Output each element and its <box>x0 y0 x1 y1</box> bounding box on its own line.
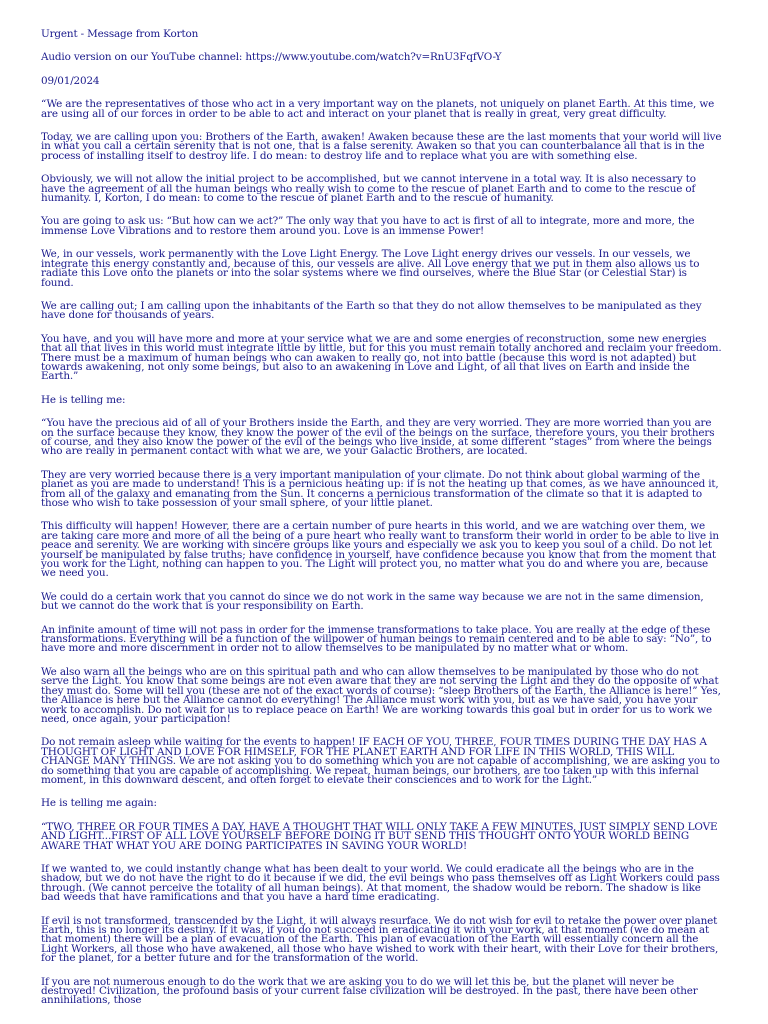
paragraph: Today, we are calling upon you: Brothers of the Earth, awaken! Awaken because these are the last moments that your world will live in what you call a certain serenity that is not one, that is a false serenity. Awaken so that you can counterbalance all that is in the process of installing itself to destroy life. I do mean: to destroy life and to replace what you are with something else. <box>41 131 722 162</box>
paragraph: We are calling out; I am calling upon the inhabitants of the Earth so that they do not allow themselves to be manipulated as they have done for thousands of years. <box>41 299 702 322</box>
paragraph: Obviously, we will not allow the initial project to be accomplished, but we cannot intervene in a total way. It is also necessary to have the agreement of all the human beings who really wish to come to the rescue of planet Earth and to come to the rescue of humanity. I, Korton, I do mean: to come to the rescue of planet Earth and to the rescue of humanity. <box>41 173 696 205</box>
paragraph: If you are not numerous enough to do the work that we are asking you to do we will let this be, but the planet will never be destroyed! Civilization, the profound basis of your current false civilization will be destroyed. In the past, there have been other annihilations, those <box>41 975 698 1007</box>
paragraph: “TWO, THREE OR FOUR TIMES A DAY, HAVE A THOUGHT THAT WILL ONLY TAKE A FEW MINUTES, JUST SIMPLY SEND LOVE AND LIGHT...FIRST OF ALL LOVE YOURSELF BEFORE DOING IT BUT SEND THIS THOUGHT ONTO YOUR WORLD BEING AWARE THAT WHAT YOU ARE DOING PARTICIPATES IN SAVING YOUR WORLD! <box>41 820 718 852</box>
paragraph: They are very worried because there is a very important manipulation of your climate. Do not think about global warming of the planet as you are made to understand! This is a pernicious heating up: if is not the heating up that comes, as we have announced it, from all of the galaxy and emanating from the Sun. It concerns a pernicious transformation of the climate so that it is adapted to those who wish to take possession of your small sphere, of your little planet. <box>41 468 719 509</box>
document-date: 09/01/2024 <box>41 74 100 87</box>
paragraph: An infinite amount of time will not pass in order for the immense transformations to take place. You are really at the edge of these transformations. Everything will be a function of the willpower of human beings to remain centered and to be able to say: “No”, to have more and more discernment in order not to allow themselves to be manipulated by no matter what or whom. <box>41 623 712 655</box>
document-title: Urgent - Message from Korton <box>41 28 199 40</box>
paragraph: We could do a certain work that you cannot do since we do not work in the same way because we are not in the same dimension, but we cannot do the work that is your responsibility on Earth. <box>41 590 704 613</box>
paragraph: You are going to ask us: “But how can we act?” The only way that you have to act is first of all to integrate, more and more, the immense Love Vibrations and to restore them around you. Love is an immense Power! <box>41 215 695 237</box>
paragraph: We also warn all the beings who are on this spiritual path and who can allow themselves to be manipulated by those who do not serve the Light. You know that some beings are not even aware that they are not serving the Light and they do the opposite of what they must do. Some will tell you (these are not of the exact words of course): “sleep Brothers of the Earth, the Alliance is here!” Yes, the Alliance is here but the Alliance cannot do everything! The Alliance must work with you, but as we have said, you have your work to accomplish. Do not wait for us to replace peace on Earth! We are working towards this goal but in order for us to work we need, once again, your participation! <box>41 665 721 725</box>
paragraph: If we wanted to, we could instantly change what has been dealt to your world. We could eradicate all the beings who are in the shadow, but we do not have the right to do it because if we did, the evil beings who pass themselves off as Light Workers could pass through. (We cannot perceive the totality of all human beings). At that moment, the shadow would be reborn. The shadow is like bad weeds that have ramifications and that you have a hard time eradicating. <box>41 862 720 904</box>
document-page <box>41 30 722 1020</box>
paragraph: Do not remain asleep while waiting for the events to happen! IF EACH OF YOU, THREE, FOUR TIMES DURING THE DAY HAS A THOUGHT OF LIGHT AND LOVE FOR HIMSELF, FOR THE PLANET EARTH AND FOR LIFE IN THIS WORLD, THIS WILL CHANGE MANY THINGS. We are not asking you to do something which you are not capable of accomplishing, we are asking you to do something that you are capable of accomplishing. We repeat, human beings, our brothers, are too taken up with this infernal moment, in this downward descent, and often forget to elevate their consciences and to work for the Light.” <box>41 736 720 786</box>
paragraph: If evil is not transformed, transcended by the Light, it will always resurface. We do not wish for evil to retake the power over planet Earth, this is no longer its destiny. If it was, if you do not succeed in eradicating it with your work, at that moment (we do mean at that moment) there will be a plan of evacuation of the Earth. This plan of evacuation of the Earth will essentially concern all the Light Workers, all those who have awakened, all those who have wished to work with their heart, with their Love for their brothers, for the planet, for a better future and for the transformation of the world. <box>41 914 719 965</box>
paragraph: You have, and you will have more and more at your service what we are and some energies of reconstruction, some new energies that all that lives in this world must integrate little by little, but for this you must remain totally anchored and reclaim your freedom. There must be a maximum of human beings who can awaken to really go, not into battle (because this word is not adapted) but towards awakening, not only some beings, but also to an awakening in Love and Light, of all that lives on Earth and inside the Earth.” <box>41 332 722 383</box>
paragraph: “We are the representatives of those who act in a very important way on the planets, not uniquely on planet Earth. At this time, we are using all of our forces in order to be able to act and interact on your planet that is really in great, very great difficulty. <box>41 98 715 120</box>
paragraph: We, in our vessels, work permanently with the Love Light Energy. The Love Light energy drives our vessels. In our vessels, we integrate this energy constantly and, because of this, our vessels are alive. All Love energy that we put in them also allows us to radiate this Love onto the planets or into the solar systems where we find ourselves, where the Blue Star (or Celestial Star) is found. <box>41 248 700 289</box>
audio-link-line[interactable]: Audio version on our YouTube channel: https://www.youtube.com/watch?v=RnU3FqfVO-Y <box>41 51 502 64</box>
speaker-note: He is telling me: <box>41 393 126 406</box>
paragraph: “You have the precious aid of all of your Brothers inside the Earth, and they are very worried. They are more worried than you are on the surface because they know, they know the power of the evil of the beings on the surface, therefore yours, you their brothers of course, and they also know the power of the evil of the beings who live inside, at some different “stages” from where the beings who are really in permanent contact with what we are, we your Galactic Brothers, are located. <box>41 417 715 458</box>
paragraph: This difficulty will happen! However, there are a certain number of pure hearts in this world, and we are watching over them, we are taking care more and more of all the being of a pure heart who really want to transform their world in order to be able to live in peace and serenity. We are working with sincere groups like yours and especially we ask you to keep you soul of a child. Do not let yourself be manipulated by false truths; have confidence in yourself, have confidence because you know that from the moment that you work for the Light, nothing can happen to you. The Light will protect you, no matter what you do and where you are, because we need you. <box>41 520 719 580</box>
speaker-note: He is telling me again: <box>41 797 157 810</box>
